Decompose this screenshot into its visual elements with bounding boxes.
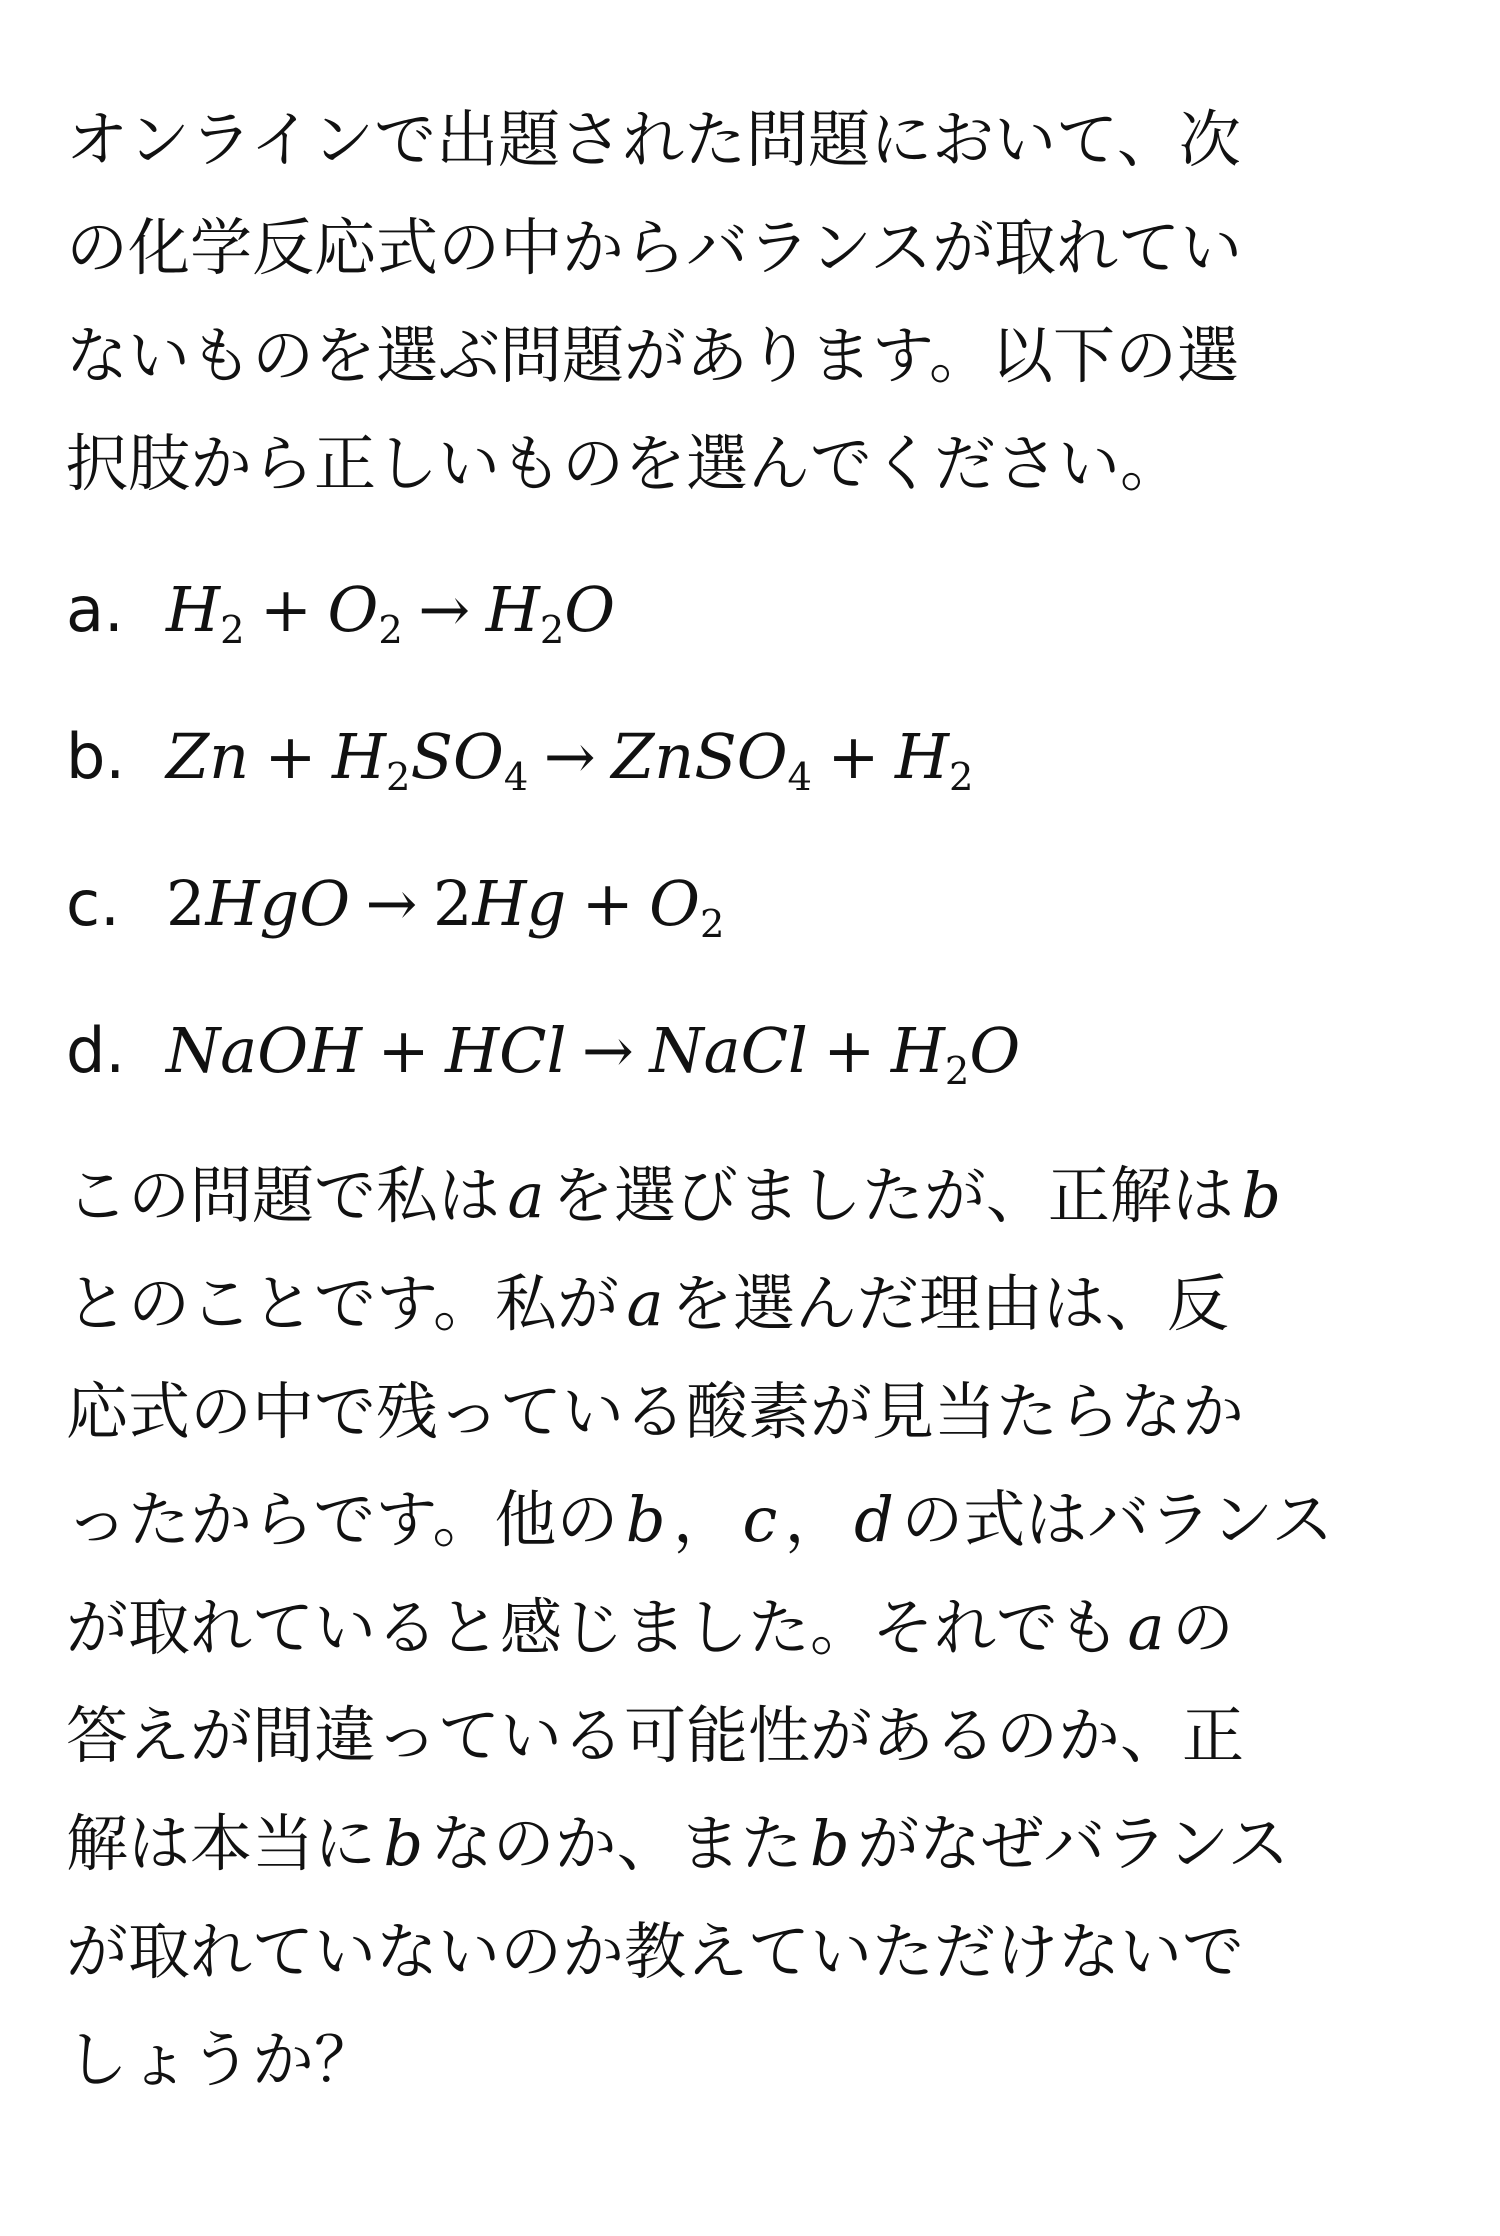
option-b (66, 683, 1446, 830)
explanation-line: しょうか？ (66, 2023, 377, 2096)
option-label: a. (66, 573, 124, 646)
question-line: オンラインで出題された問題において、次 (66, 103, 1241, 176)
explanation-line: 応式の中で残っている酸素が見当たらなか (66, 1375, 1245, 1448)
option-c (66, 830, 1446, 977)
option-d (66, 977, 1446, 1124)
explanation-line: とのことです。私が a を選んだ理由は、反 (66, 1267, 1229, 1340)
explanation-line: ったからです。他の b ， c ， d の式はバランス (66, 1483, 1334, 1556)
explanation-line: が取れていないのか教えていただけないで (66, 1915, 1245, 1988)
option-a (66, 536, 1446, 683)
option-label: b. (66, 720, 126, 793)
explanation-paragraph (66, 1142, 1446, 2114)
question-line: の化学反応式の中からバランスが取れてい (66, 211, 1243, 284)
question-line: 択肢から正しいものを選んでください。 (66, 427, 1183, 500)
explanation-line: 答えが間違っている可能性があるのか、正 (66, 1699, 1245, 1772)
option-label: c. (66, 867, 120, 940)
equation-b: Zn + H2SO4 → ZnSO4 + H2 (166, 720, 974, 801)
equation-d: NaOH + HCl → NaCl + H2O (166, 1014, 1021, 1095)
explanation-line: 解は本当に b なのか、また b がなぜバランス (66, 1807, 1290, 1880)
question-line: ないものを選ぶ問題があります。以下の選 (66, 319, 1240, 392)
equation-a: H2 + O2 → H2O (166, 573, 616, 654)
page (66, 86, 1446, 2114)
option-label: d. (66, 1014, 126, 1087)
explanation-line: この問題で私は a を選びましたが、正解は b (66, 1159, 1282, 1232)
explanation-line: が取れていると感じました。それでも a の (66, 1591, 1234, 1664)
question-paragraph (66, 86, 1446, 518)
equation-c: 2HgO → 2Hg + O2 (166, 867, 725, 948)
options-list (66, 536, 1446, 1124)
